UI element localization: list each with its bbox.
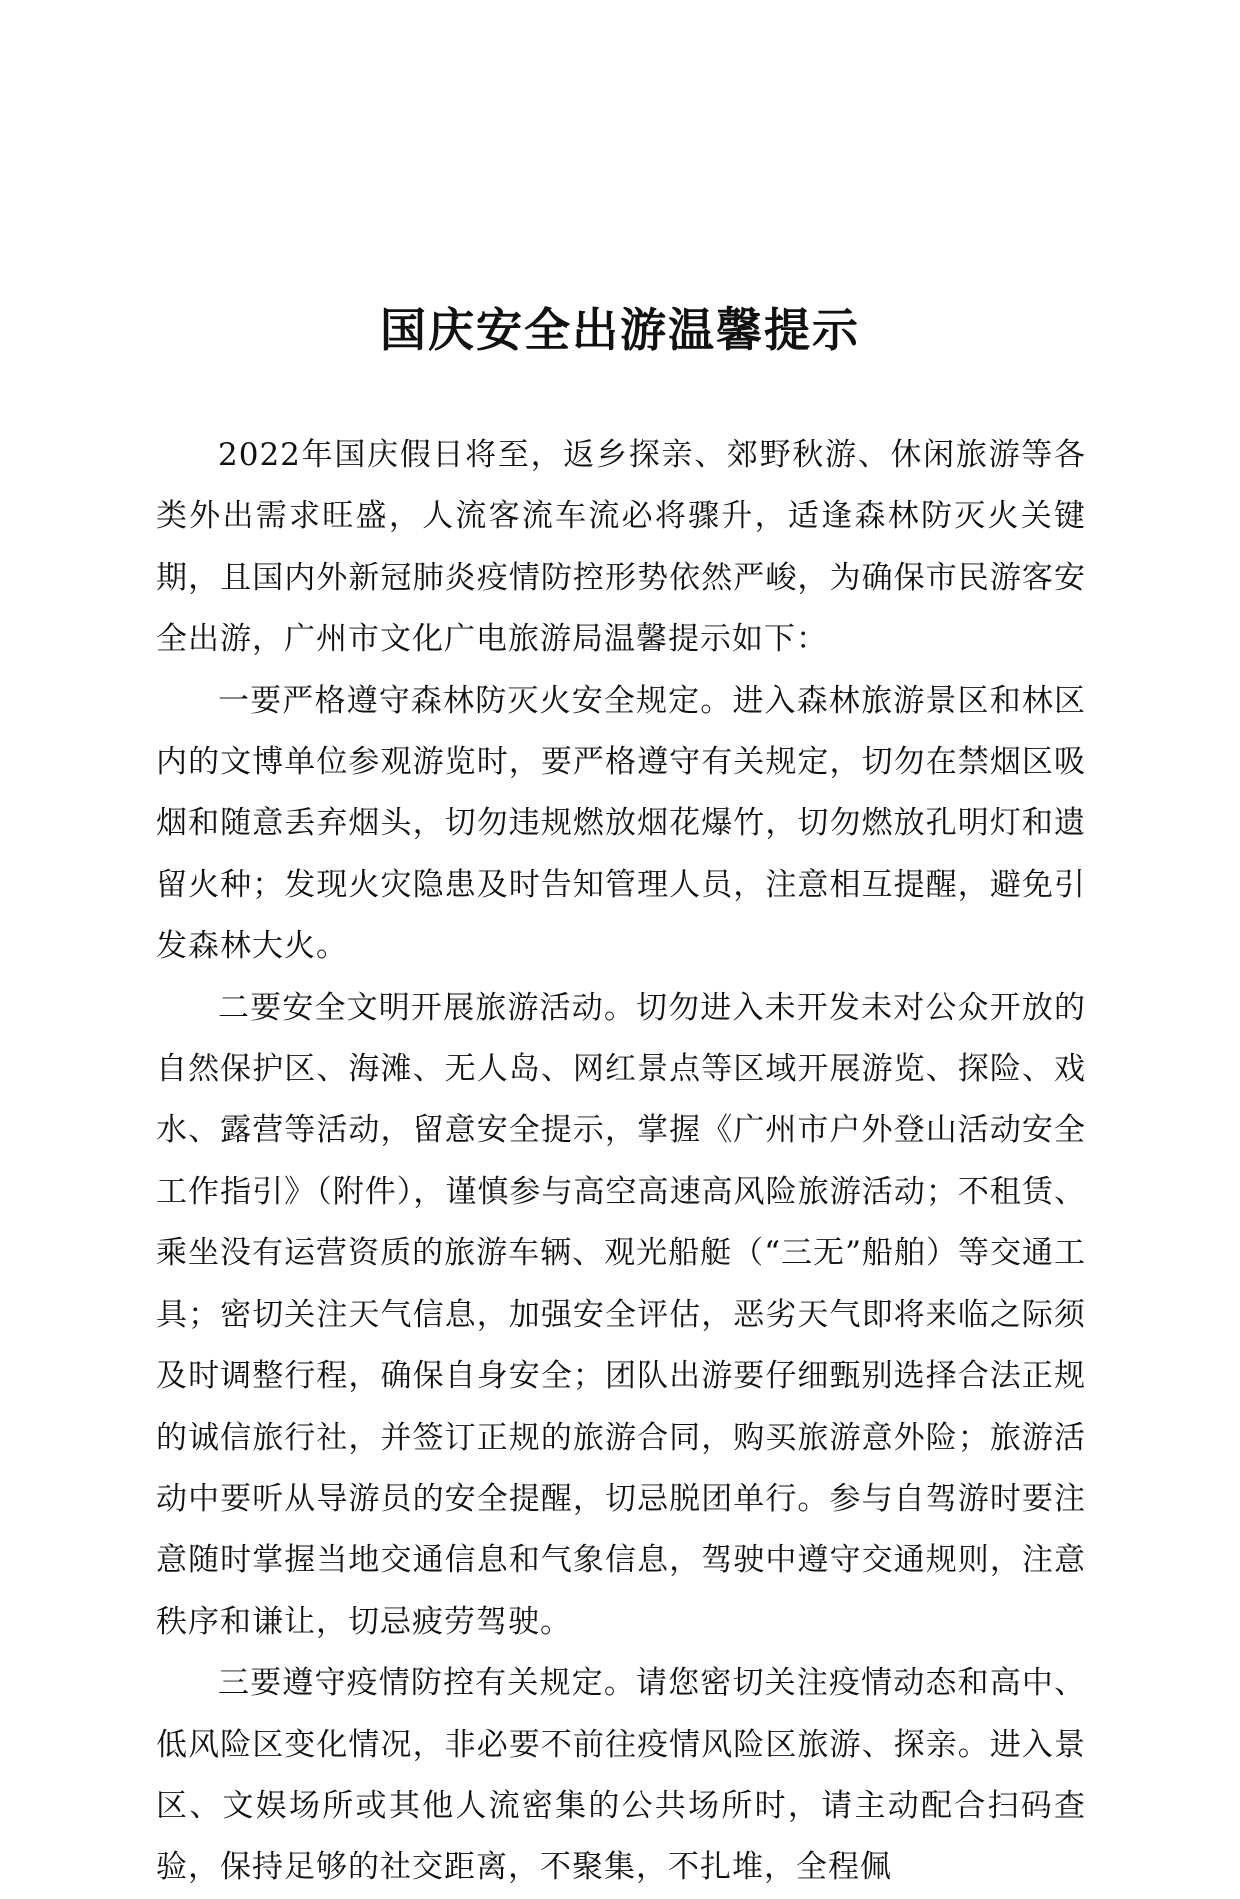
document-body xyxy=(156,425,1086,1899)
paragraph-safe-travel: 二要安全文明开展旅游活动。切勿进入未开发未对公众开放的自然保护区、海滩、无人岛、网红景点等区域开展游览、探险、戏水、露营等活动，留意安全提示，掌握《广州市户外登山活动安全工作指引》（附件），谨慎参与高空高速高风险旅游活动；不租赁、乘坐没有运营资质的旅游车辆、观光船艇（“三无”船舶）等交通工具；密切关注天气信息，加强安全评估，恶劣天气即将来临之际须及时调整行程，确保自身安全；团队出游要仔细甄别选择合法正规的诚信旅行社，并签订正规的旅游合同，购买旅游意外险；旅游活动中要听从导游员的安全提醒，切忌脱团单行。参与自驾游时要注意随时掌握当地交通信息和气象信息，驾驶中遵守交通规则，注意秩序和谦让，切忌疲劳驾驶。 xyxy=(156,989,1086,1640)
paragraph-intro: 2022年国庆假日将至，返乡探亲、郊野秋游、休闲旅游等各类外出需求旺盛，人流客流车流必将骤升，适逢森林防灭火关键期，且国内外新冠肺炎疫情防控形势依然严峻，为确保市民游客安全出游，广州市文化广电旅游局温馨提示如下： xyxy=(156,437,1086,658)
paragraph-epidemic-control: 三要遵守疫情防控有关规定。请您密切关注疫情动态和高中、低风险区变化情况，非必要不前往疫情风险区旅游、探亲。进入景区、文娱场所或其他人流密集的公共场所时，请主动配合扫码查验，保持足够的社交距离，不聚集，不扎堆，全程佩 xyxy=(156,1665,1086,1886)
page-title: 国庆安全出游温馨提示 xyxy=(380,303,860,357)
paragraph-forest-fire-safety: 一要严格遵守森林防灭火安全规定。进入森林旅游景区和林区内的文博单位参观游览时，要严格遵守有关规定，切勿在禁烟区吸烟和随意丢弃烟头，切勿违规燃放烟花爆竹，切勿燃放孔明灯和遗留火种；发现火灾隐患及时告知管理人员，注意相互提醒，避免引发森林大火。 xyxy=(156,682,1086,965)
